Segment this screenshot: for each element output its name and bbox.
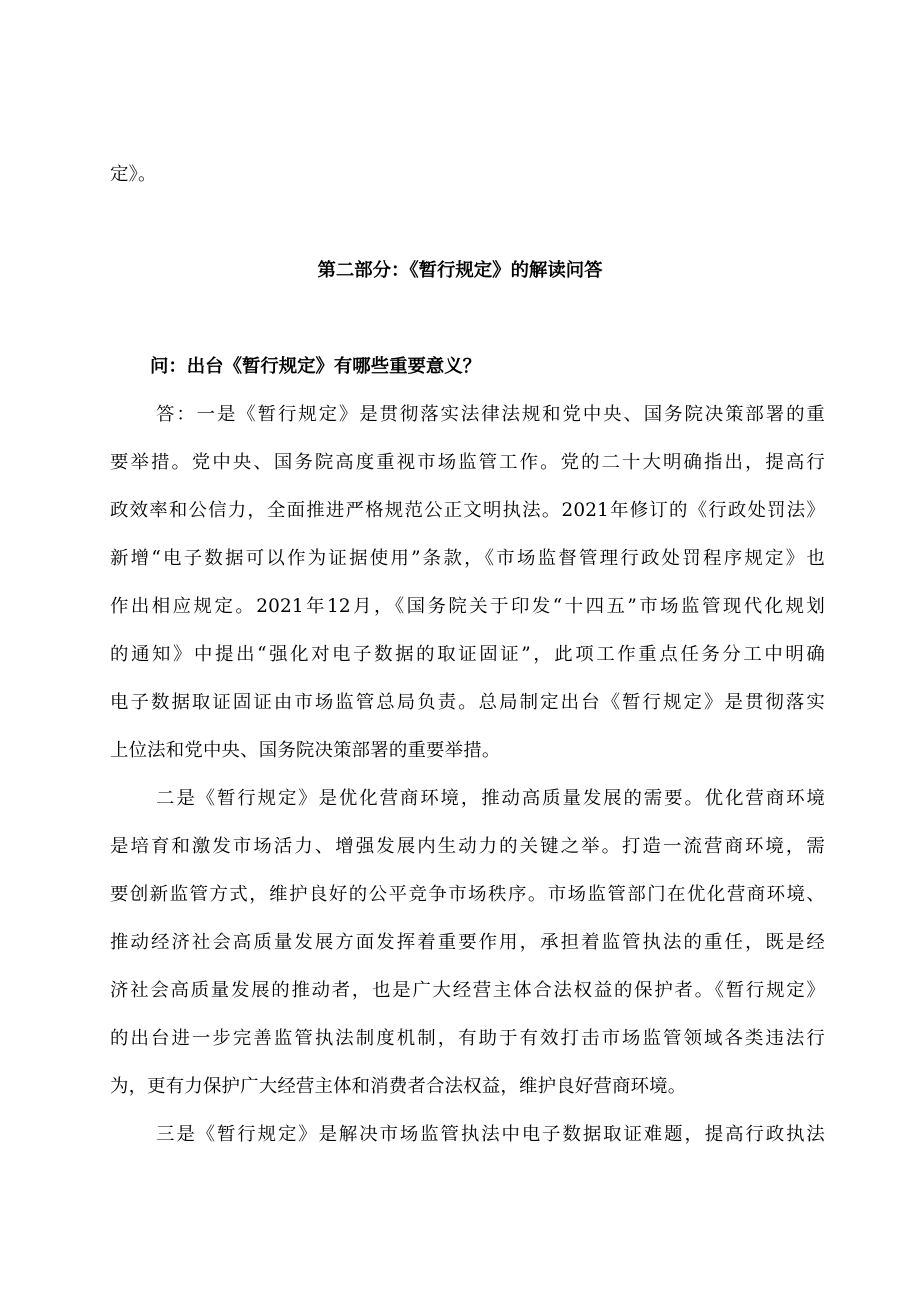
answer-line: 答：一是《暂行规定》是贯彻落实法律法规和党中央、国务院决策部署的重 (156, 404, 825, 425)
answer-line: 是培育和激发市场活力、增强发展内生动力的关键之举。打造一流营商环境，需 (110, 836, 825, 857)
answer-line: 电子数据取证固证由市场监管总局负责。总局制定出台《暂行规定》是贯彻落实 (110, 692, 825, 713)
answer-line: 政效率和公信力，全面推进严格规范公正文明执法。2021年修订的《行政处罚法》 (110, 500, 825, 521)
answer-line: 二是《暂行规定》是优化营商环境，推动高质量发展的需要。优化营商环境 (156, 788, 825, 809)
answer-line: 要举措。党中央、国务院高度重视市场监管工作。党的二十大明确指出，提高行 (110, 452, 825, 473)
answer-line: 推动经济社会高质量发展方面发挥着重要作用，承担着监管执法的重任，既是经 (110, 932, 825, 953)
answer-line: 作出相应规定。2021年12月，《国务院关于印发“十四五”市场监管现代化规划 (110, 596, 825, 617)
answer-line: 为，更有力保护广大经营主体和消费者合法权益，维护良好营商环境。 (110, 1076, 687, 1097)
answer-line: 上位法和党中央、国务院决策部署的重要举措。 (110, 740, 501, 761)
answer-line: 的通知》中提出“强化对电子数据的取证固证”，此项工作重点任务分工中明确 (110, 644, 825, 665)
answer-line: 新增“电子数据可以作为证据使用”条款，《市场监督管理行政处罚程序规定》也 (110, 548, 825, 569)
answer-line: 要创新监管方式，维护良好的公平竞争市场秩序。市场监管部门在优化营商环境、 (110, 884, 825, 905)
answer-line: 的出台进一步完善监管执法制度机制，有助于有效打击市场监管领域各类违法行 (110, 1028, 825, 1049)
answer-line: 三是《暂行规定》是解决市场监管执法中电子数据取证难题，提高行政执法 (156, 1124, 825, 1145)
question-text: 问：出台《暂行规定》有哪些重要意义？ (150, 356, 482, 377)
answer-line: 济社会高质量发展的推动者，也是广大经营主体合法权益的保护者。《暂行规定》 (110, 980, 825, 1001)
section-heading: 第二部分：《暂行规定》的解读问答 (317, 260, 603, 281)
paragraph-fragment: 定》。 (110, 164, 157, 185)
